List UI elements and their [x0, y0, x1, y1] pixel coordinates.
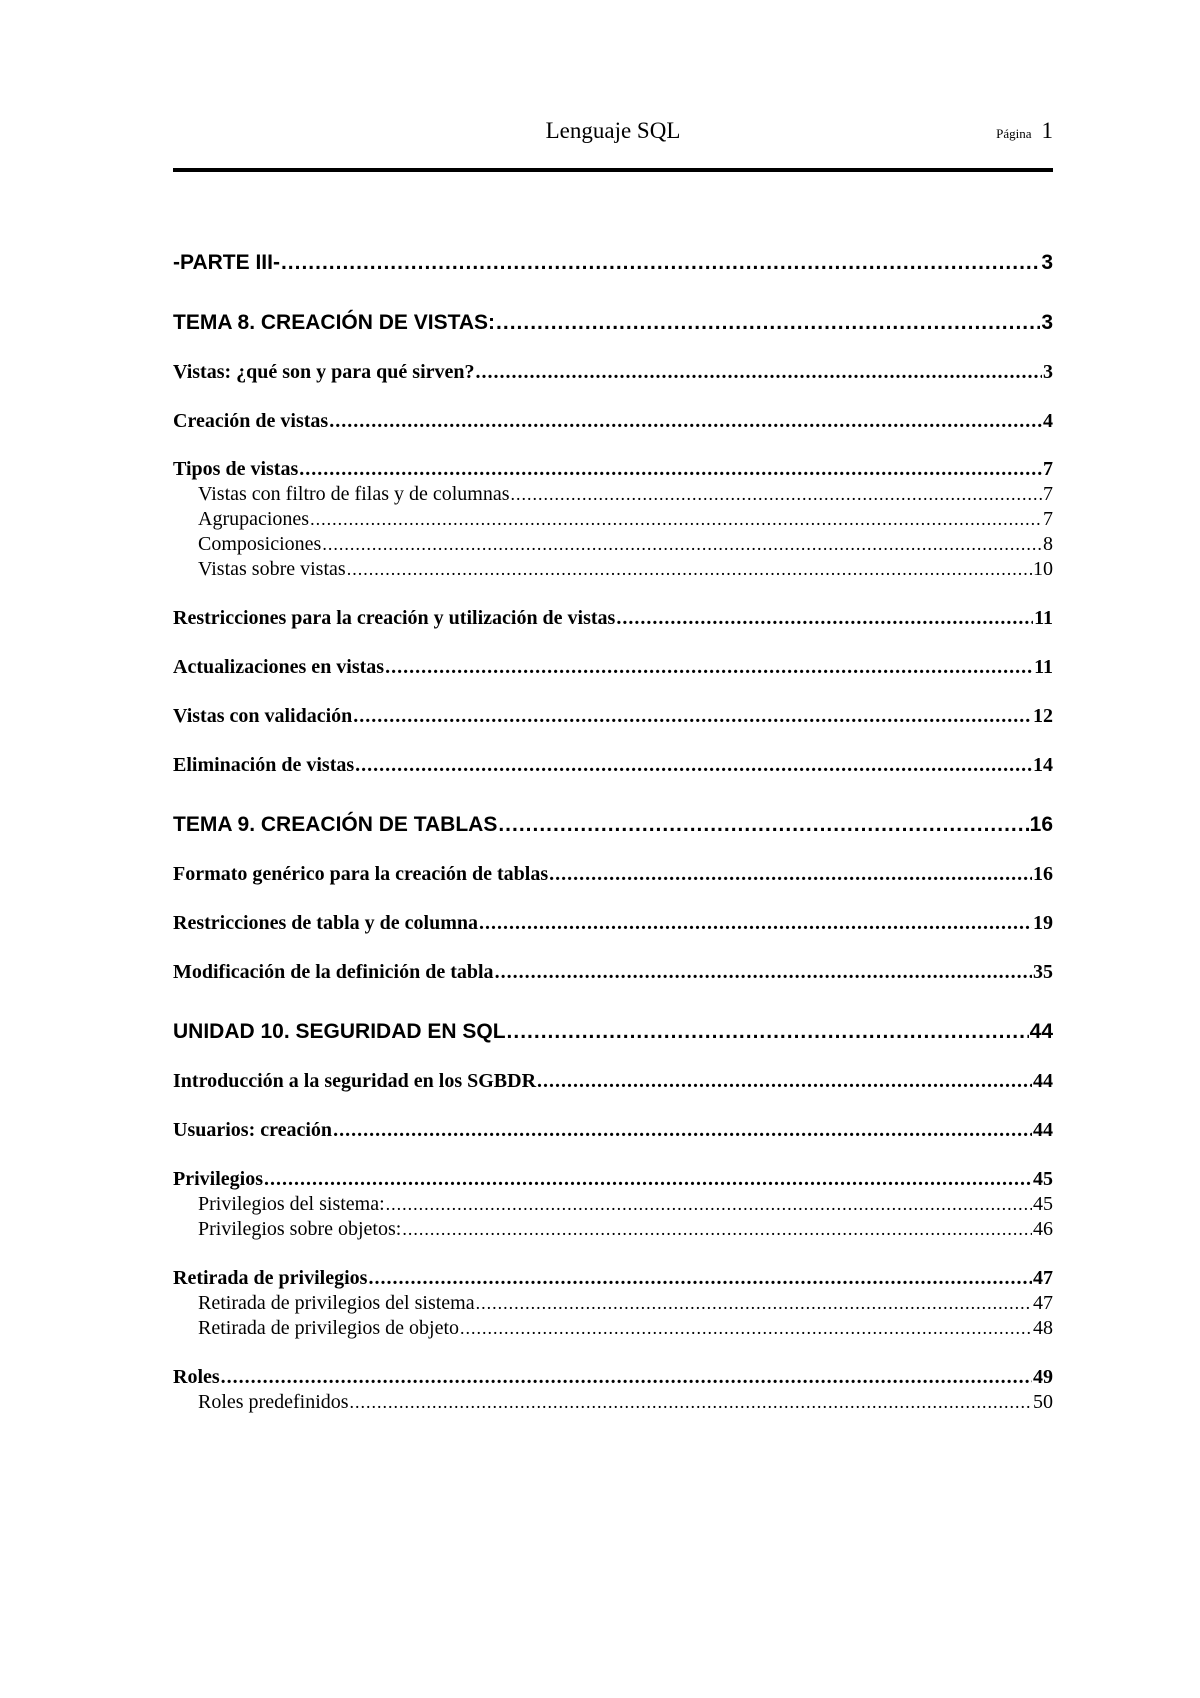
toc-entry[interactable]	[173, 604, 1053, 632]
dot-leader	[476, 358, 1042, 386]
toc-entry-page: 16	[1033, 863, 1053, 885]
toc-entry[interactable]	[173, 1289, 1053, 1317]
toc-entry-label: Roles predefinidos	[198, 1391, 349, 1413]
toc-entry-page: 12	[1033, 705, 1053, 727]
toc-entry-label: Agrupaciones	[198, 508, 310, 530]
toc-entry-label: Restricciones de tabla y de columna	[173, 912, 478, 934]
dot-leader	[476, 1289, 1032, 1317]
toc-entry-page: 44	[1033, 1070, 1053, 1092]
toc-entry[interactable]	[173, 811, 1053, 839]
dot-leader	[281, 249, 1040, 277]
toc-entry-page: 14	[1033, 754, 1053, 776]
toc-entry[interactable]	[173, 1116, 1053, 1144]
toc-entry[interactable]	[173, 407, 1053, 435]
toc-entry-label: Formato genérico para la creación de tablas	[173, 863, 549, 885]
dot-leader	[616, 604, 1033, 632]
toc-entry[interactable]	[173, 653, 1053, 681]
toc-entry-page: 44	[1029, 1020, 1053, 1043]
toc-entry-label: Creación de vistas	[173, 410, 329, 432]
page-number: 1	[1041, 118, 1053, 143]
toc-entry[interactable]	[173, 751, 1053, 779]
toc-entry[interactable]	[173, 555, 1053, 583]
dot-leader	[507, 1018, 1029, 1046]
dot-leader	[368, 1264, 1032, 1292]
toc-entry[interactable]	[173, 249, 1053, 277]
toc-entry[interactable]	[173, 1388, 1053, 1416]
toc-entry-label: UNIDAD 10. SEGURIDAD EN SQL	[173, 1020, 506, 1043]
dot-leader	[333, 1116, 1032, 1144]
toc-entry-page: 7	[1043, 458, 1053, 480]
toc-entry-label: Usuarios: creación	[173, 1119, 333, 1141]
toc-entry[interactable]	[173, 958, 1053, 986]
toc-entry-label: Composiciones	[198, 533, 322, 555]
dot-leader	[310, 505, 1042, 533]
toc-entry-label: -PARTE III-	[173, 251, 280, 274]
header-divider	[173, 168, 1053, 172]
toc-entry[interactable]	[173, 909, 1053, 937]
dot-leader	[353, 702, 1032, 730]
dot-leader	[479, 909, 1032, 937]
toc-entry[interactable]	[173, 1215, 1053, 1243]
toc-entry-page: 49	[1033, 1366, 1053, 1388]
toc-entry-page: 48	[1033, 1317, 1053, 1339]
toc-entry-label: Tipos de vistas	[173, 458, 299, 480]
toc-entry-label: Actualizaciones en vistas	[173, 656, 385, 678]
toc-entry-label: Eliminación de vistas	[173, 754, 355, 776]
toc-entry-label: TEMA 8. CREACIÓN DE VISTAS:	[173, 311, 496, 334]
toc-entry[interactable]	[173, 1363, 1053, 1391]
dot-leader	[495, 958, 1032, 986]
dot-leader	[537, 1067, 1032, 1095]
toc-entry-label: Restricciones para la creación y utilización de vistas	[173, 607, 616, 629]
dot-leader	[322, 530, 1042, 558]
dot-leader	[347, 555, 1032, 583]
toc-entry-label: Vistas con filtro de filas y de columnas	[198, 483, 510, 505]
dot-leader	[264, 1165, 1032, 1193]
dot-leader	[385, 653, 1033, 681]
page-label: Página	[996, 126, 1032, 141]
toc-entry-page: 7	[1043, 508, 1053, 530]
toc-entry-page: 35	[1033, 961, 1053, 983]
toc-entry[interactable]	[173, 1165, 1053, 1193]
dot-leader	[511, 480, 1042, 508]
toc-entry-page: 10	[1033, 558, 1053, 580]
toc-entry-label: Privilegios sobre objetos:	[198, 1218, 402, 1240]
dot-leader	[549, 860, 1032, 888]
toc-entry-page: 47	[1033, 1292, 1053, 1314]
document-title: Lenguaje SQL	[545, 118, 681, 143]
toc-entry-page: 46	[1033, 1218, 1053, 1240]
toc-entry-page: 11	[1034, 607, 1053, 629]
toc-entry-page: 11	[1034, 656, 1053, 678]
page-header	[173, 112, 1053, 152]
toc-entry-page: 44	[1033, 1119, 1053, 1141]
dot-leader	[460, 1314, 1032, 1342]
toc-entry[interactable]	[173, 480, 1053, 508]
dot-leader	[299, 455, 1042, 483]
dot-leader	[496, 309, 1040, 337]
toc-entry-label: Vistas con validación	[173, 705, 353, 727]
dot-leader	[355, 751, 1032, 779]
dot-leader	[350, 1388, 1032, 1416]
toc-entry-label: Retirada de privilegios de objeto	[198, 1317, 460, 1339]
toc-entry[interactable]	[173, 358, 1053, 386]
page-indicator	[996, 118, 1053, 144]
dot-leader	[221, 1363, 1032, 1391]
toc-entry-label: TEMA 9. CREACIÓN DE TABLAS	[173, 813, 498, 836]
toc-entry[interactable]	[173, 505, 1053, 533]
toc-entry[interactable]	[173, 1018, 1053, 1046]
toc-entry[interactable]	[173, 1067, 1053, 1095]
toc-entry[interactable]	[173, 1190, 1053, 1218]
toc-entry-label: Retirada de privilegios del sistema	[198, 1292, 475, 1314]
toc-entry-page: 50	[1033, 1391, 1053, 1413]
toc-entry-label: Privilegios	[173, 1168, 263, 1190]
toc-entry-page: 16	[1029, 813, 1053, 836]
dot-leader	[386, 1190, 1032, 1218]
toc-entry-label: Modificación de la definición de tabla	[173, 961, 494, 983]
toc-entry-page: 45	[1033, 1168, 1053, 1190]
toc-entry-page: 45	[1033, 1193, 1053, 1215]
dot-leader	[498, 811, 1028, 839]
toc-entry[interactable]	[173, 1314, 1053, 1342]
toc-entry[interactable]	[173, 309, 1053, 337]
toc-entry-page: 3	[1041, 251, 1053, 274]
toc-entry-page: 3	[1041, 311, 1053, 334]
toc-entry-page: 47	[1033, 1267, 1053, 1289]
toc-entry[interactable]	[173, 702, 1053, 730]
toc-entry[interactable]	[173, 860, 1053, 888]
toc-entry-page: 8	[1043, 533, 1053, 555]
toc-entry-label: Privilegios del sistema:	[198, 1193, 385, 1215]
toc-entry-label: Vistas: ¿qué son y para qué sirven?	[173, 361, 475, 383]
toc-entry[interactable]	[173, 530, 1053, 558]
toc-entry[interactable]	[173, 1264, 1053, 1292]
toc-entry-label: Introducción a la seguridad en los SGBDR	[173, 1070, 537, 1092]
toc-entry-label: Retirada de privilegios	[173, 1267, 368, 1289]
toc-entry-page: 19	[1033, 912, 1053, 934]
toc-entry-page: 3	[1043, 361, 1053, 383]
toc-entry-label: Roles	[173, 1366, 220, 1388]
toc-entry[interactable]	[173, 455, 1053, 483]
dot-leader	[402, 1215, 1032, 1243]
toc-entry-page: 7	[1043, 483, 1053, 505]
toc-entry-page: 4	[1043, 410, 1053, 432]
dot-leader	[329, 407, 1042, 435]
toc-entry-label: Vistas sobre vistas	[198, 558, 346, 580]
